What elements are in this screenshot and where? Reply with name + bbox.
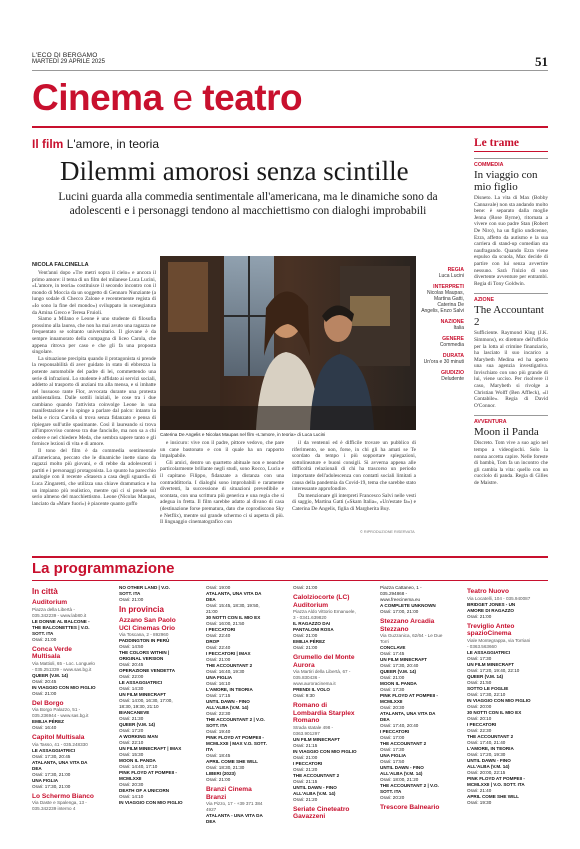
showtimes: Orari: 18:45 [206, 753, 231, 758]
showtimes: Orari: 16:40, 19:30 [206, 669, 245, 674]
cinema-name: Stezzano Arcadia Stezzano [380, 618, 435, 633]
section-amp: e [172, 77, 193, 118]
showtimes: Orari: 21:30 [119, 716, 144, 721]
listings-rule-2 [32, 580, 548, 581]
showtimes: Orari: 14:50 [119, 644, 144, 649]
sidebar-plots [474, 137, 548, 487]
cinema-name: Teatro Nuovo [467, 588, 510, 595]
film-title: ATALANTA, UNA VITA DA DEA [32, 759, 88, 771]
film-title: UNTIL DAWN - FINO ALL'ALBA (V.M. 14) [206, 699, 250, 710]
film-title: OPERAZIONE VENDETTA [119, 668, 176, 673]
plot-category: AVVENTURA [474, 415, 548, 425]
cinema-name: Calolziocorte (LC) Auditorium [293, 594, 350, 609]
plot-item [474, 293, 548, 409]
showtimes: Orari: 18:00, 21:20 [380, 777, 419, 782]
cinema-name: Auditorium [32, 599, 68, 606]
showtimes: Orari: 17:40, 21:40 [467, 739, 506, 745]
film-title: QUEER (V.M. 14) [119, 722, 156, 727]
film-title: I PECCATORI | IMAX [206, 651, 251, 656]
showtimes: Orari: 21:00 [293, 645, 318, 650]
film-title: PINK FLOYD AT POMPEII - MCMLXXII [119, 770, 177, 781]
page-number: 51 [535, 54, 548, 69]
showtimes: Orari: 17:20 [119, 728, 144, 733]
listings-column-5 [380, 585, 444, 812]
film-title: LIBERI (2023) [206, 771, 236, 776]
film-title: 30 NOTTI CON IL MIO EX [206, 615, 261, 620]
showtimes: Orari: 17:50 [380, 759, 405, 764]
showtimes: Orari: 9:30 [293, 693, 315, 698]
cinema-name: Romano di Lombardia Starplex Romano [293, 702, 355, 724]
cinema-address: Via Toscana, 2 - 892960 [119, 632, 169, 637]
plot-category: COMMEDIA [474, 158, 548, 168]
info-key: INTERPRETI [433, 284, 464, 290]
film-title: UN FILM MINECRAFT [293, 736, 340, 742]
paragraph: La situazione precipita quando il protagonista si prende la responsabilità di aver guidato in stato di ebbrezza la potente automobile del padre di lei, commettendo una serie di infrazioni. Lo studente è affidato ai servizi sociali, addetto al trasporto di anziani tra alla mensa, e si imbatte nel lussuoso rante Flor, avvocata durante una protesta ambientalista. Dalle sottili iniziali, le cose tra i due cambiano quando l'attivista coinvolge Leone in una manifestazione e lo spinge a parlare dal palco: intanto la bella e ricca Carolla si trova senza fidanzato e pensa di ripiegare sull'utile spasimante. Così il laureando si trova all'improvviso conteso tra due fanciulle, ma non sa a chi cedere e nel chiedere Meda, che sembra sapere tanto e gli fornisce lezioni di vita e di amore. [32, 355, 156, 448]
cinema-address: Via Borgo Palazzo, 51 - 035.236944 - www.sas.bg.it [32, 707, 89, 718]
showtimes: Orari: 15:45, 18:30, 19:50, 21:00 [206, 603, 260, 614]
cinema-address: Via Tasso, 41 - 035.248330 [32, 741, 88, 747]
showtimes: Orari: 17:15 [206, 693, 231, 698]
film-title: I PECCATORI [293, 760, 323, 766]
film-title: ATALANTA, UNA VITA DA DEA [380, 711, 436, 722]
film-title: L'AMORE, IN TEORIA [467, 745, 514, 751]
film-title: IL RAGAZZO DAI PANTALONI ROSA [293, 621, 334, 632]
film-info-box [420, 262, 464, 382]
film-title: L'AMORE, IN TEORIA [206, 687, 253, 692]
article-subhead: Lucini guarda alla commedia sentimentale all'americana, ma le dinamiche sono da adolescenti e i personaggi tendono al macchiettismo con dialoghi improbabili [58, 191, 438, 217]
paragraph: e insicuro: vive con il padre, pittore vedovo, che pare un cane bastonato e con il quale ha un rapporto impalpabile. [160, 440, 284, 460]
showtimes: Orari: 20:20 [380, 795, 405, 800]
showtimes: Orari: 17:20, 19:40, 22:10 [467, 667, 520, 673]
paragraph: il da ventenni ed è difficile trovare un pubblico di riferimento, se non, forse, in chi gli ha amati se Te scordato da tempo i più sopportare spiegazioni, sottolineature e buoni consigli. Si avverna appena alle difficoltà relazionali di chi ha trascorso un periodo importante dell'adolescenza con contatti sociali limitati a causa della pandemia da Covid-19, tema che sarebbe stato interessante approfondire. [292, 440, 416, 493]
showtimes: Orari: 21:15 [293, 778, 318, 784]
showtimes: Orari: 20:45 [119, 662, 144, 667]
showtimes: Orari: 22:00 [119, 674, 144, 679]
showtimes: Orari: 18:30, 21:30 [206, 765, 245, 770]
film-title: QUEER (V.M. 14) [467, 673, 504, 679]
film-title: ATALANTA - UNA VITA DA DEA [206, 813, 263, 824]
showtimes: Orari: 20:10 [467, 715, 492, 721]
film-title: APRIL COME SHE WILL [467, 793, 519, 799]
showtimes: Orari: 21:15 [293, 742, 318, 748]
showtimes: Orari: 21:00 [119, 597, 144, 602]
info-value: Luca Lucini [438, 273, 464, 279]
film-title: NO OTHER LAND | V.O. SOTT. ITA [119, 585, 170, 596]
film-title: EMILIA PÉREZ [32, 719, 64, 724]
film-title: UNA FIGLIA [32, 777, 59, 783]
info-value: Un'ora e 30 minuti [423, 359, 464, 365]
film-title: SOTTO LE FOGLIE [467, 685, 509, 691]
masthead [32, 52, 105, 66]
showtimes: Orari: 17:20, 19:30 [467, 751, 506, 757]
showtimes: Orari: 17:45 [380, 651, 405, 656]
showtimes: Orari: 19:40 [206, 729, 231, 734]
film-title: BRIDGET JONES - UN AMORE DI RAGAZZO [467, 601, 516, 613]
plot-title: In viaggio con mio figlio [474, 169, 538, 193]
showtimes: Orari: 21:20 [293, 796, 318, 802]
showtimes: Orari: 16:10 [206, 681, 231, 686]
showtimes: Orari: 22:30 [206, 711, 231, 716]
showtimes: Orari: 17:30 [467, 655, 492, 661]
plot-title: The Accountant 2 [474, 304, 544, 329]
film-still-photo [160, 256, 416, 430]
film-title: A COMPLETE UNKNOWN [380, 603, 436, 608]
film-title: UNA FIGLIA [380, 753, 407, 758]
film-title: UN FILM MINECRAFT [119, 692, 166, 697]
info-key: GENERE [442, 336, 464, 342]
cinema-address: Viale Montegrappa, via Torriani - 0363.563660 [467, 637, 531, 649]
showtimes: Orari: 17:00 [380, 735, 405, 740]
film-title: PINK FLOYD AT POMPEII - MCMLXXII | MAX V.O. SOTT. ITA [206, 735, 267, 752]
article-column-1 [32, 270, 156, 507]
sidebar-title: Le trame [474, 137, 548, 152]
film-title: PINK FLOYD AT POMPEII - MCMLXXII [380, 693, 438, 704]
cinema-name: Grumello del Monte Aurora [293, 654, 355, 669]
film-title: IN VIAGGIO CON MIO FIGLIO [32, 684, 96, 690]
film-title: PRENDI IL VOLO [293, 687, 330, 692]
plot-text: Disneto. La vita di Max (Bobby Cannavale) non sta andando molto bene: è separato dalla moglie Jenna (Rose Byrne), ritornata a vivere con suo padre Stan (Robert De Niro), ha un figlio undicenne, Ezra, affetto da autismo e la sua carriera di stand-up comedian sta naufragando. Quando Ezra viene espulso da scuola, Max decide di partire con lui senza avvertire nessuno. Sarà l'inizio di uno divertente avventure per entrambi. Regia di Tony Goldwin. [474, 195, 548, 287]
film-title: DROP [206, 639, 220, 644]
film-title: THE ACCOUNTANT 2 [380, 741, 427, 746]
photo-caption [160, 432, 416, 437]
info-value: Nicolas Maupas, Martina Gatti, Caterina De Angelis, Enzo Salvi [421, 290, 464, 314]
paper-name: L'ECO DI BERGAMO [32, 52, 98, 59]
film-title: BIANCANEVE [119, 710, 150, 715]
showtimes: Orari: 19:30 [467, 799, 492, 805]
listings-column-4 [293, 585, 357, 821]
film-title: LE ASSAGGIATRICI [32, 747, 76, 753]
showtimes: Orari: 21:20 [293, 766, 318, 772]
cinema-address: Via Daste e Spalenga, 13 - 035.342239 interno 4 [32, 800, 87, 811]
cinema-address: Strada statale 498 - 0363.901297 [293, 724, 334, 736]
cinema-name: Capitol Multisala [32, 734, 85, 741]
showtimes: Orari: 20:00 [467, 703, 492, 709]
film-title: I PECCATORI [467, 721, 497, 727]
film-title: QUEER (V.M. 14) [380, 669, 417, 674]
film-title: MOON IL PANDA [119, 758, 156, 763]
cinema-name: Seriate Cineteatro Gavazzeni [293, 805, 350, 820]
listings-column-1 [32, 585, 96, 812]
film-title: APRIL COME SHE WILL [206, 759, 258, 764]
showtimes: Orari: 22:40 [206, 645, 231, 650]
film-title: LE DONNE AL BALCONE - THE BALCONETTES | V.O. SOTT. ITA [32, 618, 90, 636]
article-kicker [32, 137, 159, 151]
film-title: LE ASSAGGIATRICI [467, 649, 511, 655]
listings-column-6 [467, 585, 531, 806]
showtimes: Orari: 17:30, 20:40 [380, 663, 419, 668]
film-title: IN VIAGGIO CON MIO FIGLIO [119, 800, 183, 805]
cinema-address: Piazza Aldo Vittorio Emanuele, 3 - 0341.639820 [293, 609, 356, 620]
article-headline: Dilemmi amorosi senza scintille [60, 156, 409, 186]
film-title: PINK FLOYD AT POMPEII - MCMLXXII | V.O. SOTT. ITA [467, 775, 525, 787]
film-title: THE ACCOUNTANT 2 [293, 772, 340, 778]
plot-item [474, 415, 548, 486]
film-title: IN VIAGGIO CON MIO FIGLIO [293, 748, 357, 754]
section-word-1: Cinema [32, 77, 163, 118]
listings-area-heading: In città [32, 587, 58, 596]
caption-text: Caterina De Angelis e Nicolas Maupas nel film «L'amore, in teoria» [160, 432, 296, 437]
cinema-name: Trescore Balneario [380, 804, 440, 811]
showtimes: Orari: 20:45 [32, 678, 57, 684]
kicker-text: L'amore, in teoria [66, 137, 160, 151]
showtimes: Orari: 21:00 [293, 633, 318, 638]
showtimes: Orari: 17:30, 21:00 [32, 771, 71, 777]
film-title: MOON IL PANDA [380, 681, 417, 686]
film-title: I PECCATORI [206, 627, 236, 632]
showtimes: Piazza Cattaneo, 1 - 035.294868 - www.freecinema.eu [380, 585, 422, 602]
showtimes: Orari: 21:00 [293, 754, 318, 760]
showtimes: Orari: 21:00 [293, 585, 318, 590]
showtimes: Orari: 22:10 [119, 740, 144, 745]
showtimes: Orari: 17:30 [380, 687, 405, 692]
showtimes: Orari: 17:00, 21:00 [380, 609, 419, 614]
showtimes: Orari: 21:00 [206, 777, 231, 782]
copyright-note: © RIPRODUZIONE RISERVATA [360, 530, 415, 534]
film-title: UNTIL DAWN - FINO ALL'ALBA (V.M. 14) [467, 757, 511, 769]
film-title: IN VIAGGIO CON MIO FIGLIO [467, 697, 531, 703]
info-value: Italia [453, 325, 464, 331]
showtimes: Orari: 21:00 [32, 690, 57, 696]
film-title: QUEER (V.M. 14) [32, 672, 69, 678]
listings-title: La programmazione [32, 560, 175, 577]
listings-area-heading: In provincia [119, 605, 164, 614]
info-value: Deludente [441, 376, 464, 382]
showtimes: Orari: 21:00 [380, 675, 405, 680]
cinema-address: Piazza della Libertà - 035.342239 - www.lab80.it [32, 606, 87, 618]
film-title: ATALANTA, UNA VITA DA DEA [206, 591, 262, 602]
info-key: REGIA [447, 267, 464, 273]
showtimes: Orari: 14:10 [119, 794, 144, 799]
plot-item [474, 158, 548, 287]
film-title: THE ACCOUNTANT 2 [467, 733, 514, 739]
film-title: UNA FIGLIA [206, 675, 233, 680]
showtimes: Orari: 14:30 [119, 686, 144, 691]
showtimes: Orari: 21:40 [467, 787, 492, 793]
film-title: PADDINGTON IN PERÙ [119, 638, 170, 643]
film-title: LE ASSAGGIATRICI [119, 680, 163, 685]
film-title: UN FILM MINECRAFT | IMAX [119, 746, 182, 751]
showtimes: Orari: 14:00, 16:30, 17:00, 18:30, 19:30, 21:10 [119, 698, 173, 709]
showtimes: Orari: 19:00 [206, 585, 231, 590]
paragraph: Gli amici, dentro un quartetto abituale non e neanche particolarmente brillante negli studi, sono Rocco, Lucia e il capitano Filippo, fidanzate a distanza con una contraddittoria. I dialoghi sono improbabili e raramente divertenti, la successione di situazioni prevedibile e scontata, con una scrittura più generica e una regia che si adegua in fretta. Il film sarebbe adatto al divano di casa (destinazione forse prematura, dato che coprodiscono Sky e Netflix), mentre sul grande schermo ci si aspetta di più. Il linguaggio cinematografico con [160, 459, 284, 526]
film-title: 30 NOTTI CON IL MIO EX [467, 709, 522, 715]
showtimes: Orari: 22:40 [206, 633, 231, 638]
cinema-name: Branzi Cinema Branzi [206, 786, 252, 801]
showtimes: Orari: 17:40, 20:40 [380, 723, 419, 728]
showtimes: Orari: 21:00 [206, 657, 231, 662]
cinema-address: Via Martiri della Libertà, 67 - 035.830436 - www.auroracinema.it [293, 669, 351, 686]
cinema-name: Lo Schermo Bianco [32, 792, 94, 800]
info-key: NAZIONE [440, 319, 464, 325]
showtimes: Orari: 17:30, 22:10 [467, 691, 506, 697]
info-key: DURATA [442, 353, 464, 359]
kicker-label: Il film [32, 137, 64, 151]
cinema-address: Via Mattioli, 65 - Loc. Longuelo - 035.251339 - www.sas.bg.it [32, 660, 95, 672]
issue-date: MARTEDÌ 29 APRILE 2025 [32, 59, 105, 65]
info-key: GIUDIZIO [440, 370, 464, 376]
film-title: UNTIL DAWN - FINO ALL'ALBA (V.M. 14) [380, 765, 424, 776]
film-title: EMILIA PÉREZ [293, 639, 325, 644]
showtimes: Orari: 21:00 [467, 613, 492, 619]
film-title: THE ACCOUNTANT 2 | V.O. SOTT. ITA [206, 717, 265, 728]
plot-text: Sufficiente. Raymond King (J.K. Simmons), ex direttore dell'ufficio per la lotta al crimine finanziario, ha lasciato il suo incarico a Marybeth Medina ed ha aperto una sua agenzia investigativa. Invischiato con uno più grande di lui, viene ucciso. Per risolvere il caso, Marybeth si rivolge a Christian Wolff (Ben Affleck), «il Contabile». Regia di David O'Connor. [474, 330, 548, 409]
paragraph: Da menzionare gli interpreti Francesco Salvi nelle vesti di saggio, Martina Gatti («Skam Italia», «Un'estate fa») e Caterina De Angelis, figlia di Margherita Buy. [292, 492, 416, 512]
showtimes: Orari: 17:30, 20:45 [32, 753, 71, 759]
film-title: CONCLAVE [380, 645, 406, 650]
showtimes: Orari: 14:40, 17:10 [119, 764, 158, 769]
showtimes: Orari: 20:00, 22:15 [467, 769, 506, 775]
showtimes: Orari: 22:30 [467, 727, 492, 733]
film-title: THE ACCOUNTANT 2 | V.O. SOTT. ITA [380, 783, 439, 794]
showtimes: Orari: 20:30 [380, 705, 405, 710]
cinema-name: Conca Verde Multisala [32, 645, 72, 660]
section-title [32, 78, 302, 118]
showtimes: Orari: 21:00 [32, 636, 57, 642]
film-title: A WORKING MAN [119, 734, 158, 739]
cinema-name: Treviglio Anteo spazioCinema [467, 622, 515, 637]
cinema-name: Del Borgo [32, 699, 64, 707]
article-column-3 [292, 440, 416, 513]
film-title: I PECCATORI [380, 729, 410, 734]
film-title: THE ACCOUNTANT 2 [206, 663, 253, 668]
plot-category: AZIONE [474, 293, 548, 303]
showtimes: Orari: 16:00, 21:50 [206, 621, 245, 626]
article-column-2 [160, 440, 284, 526]
header-rule [32, 70, 548, 71]
caption-credit: di Luca Lucini [297, 432, 326, 437]
showtimes: Orari: 21:50 [467, 679, 492, 685]
plot-text: Discreto. Tom vive a suo agio nel tempo a videogiochi. Solo la nonna accetta capire. Nelle foreste di bambù, Tom fa un incontro che gli cambia la vita: quello con un cucciolo di panda. Regia di Gilles de Maistre. [474, 440, 548, 486]
paragraph: Siamo a Milano e Leone è uno studente di filosofia prossimo alla laurea, che non ha mai avuto una ragazza ne frequentato se soltanto universitario. Il giovane è da sempre innamorato della compagna di liceo Carola, che appena ritrova per caso e che gli fa una proposta singolare. [32, 316, 156, 356]
listings-rule [32, 556, 548, 558]
film-title: UN FILM MINECRAFT [467, 661, 514, 667]
showtimes: Orari: 17:30, 21:00 [32, 783, 71, 789]
film-title: UNTIL DAWN - FINO ALL'ALBA (V.M. 14) [293, 784, 337, 796]
section-rule [32, 126, 548, 128]
cinema-name: Azzano San Paolo UCI Cinemas Orio [119, 617, 176, 632]
section-word-2: teatro [202, 77, 303, 118]
showtimes: Orari: 20:30 [119, 782, 144, 787]
film-title: UN FILM MINECRAFT [380, 657, 427, 662]
showtimes: Orari: 16:40 [32, 725, 57, 730]
listings-column-3 [206, 585, 270, 825]
showtimes: Orari: 15:30 [119, 752, 144, 757]
article-byline: NICOLA FALCINELLA [32, 262, 89, 268]
showtimes: Orari: 17:30 [380, 747, 405, 752]
cinema-address: Via Pizzo, 17 - +39 371 384 4927 [206, 801, 263, 812]
paragraph: Vent'anni dopo «Tre metri sopra il cielo» e ancora il primo amore: il tema di un film del milanese Luca Lucini, «L'amore, in teoria» costituisce il secondo incontro con il mondo di Moccia da un soggetto di Gennaro Nunziante (a lungo sodale di Checco Zalone e recentemente regista di «Io sono la fine del mondo») sviluppato in scenegiatura da Amina Greco e Teresa Fruioli. [32, 270, 156, 316]
film-title: THE COLORS WITHIN | ORIGINAL VERSION [119, 650, 170, 661]
plot-title: Moon il Panda [474, 426, 539, 439]
paragraph: Il tono del film è da commedia sentimentale all'americana, peccato che le dinamiche inette siano da ragazzi molto più giovani, e di rebbe da adolescenti i partiti e i personaggi protagonista. Lo spunto ha parecchio analogie con il recente «Stasera a casa degli sguardi» di Luca Zingaretti, che utilizza una chiave drammatica e ha un impianto più realistico, mentre qui ci si prende sul serio almeno del macchiettismo. Leone (Nicolas Maupas, lanciato da «Mare fuori») è piacente quanto goffo [32, 448, 156, 507]
info-value: Commedia [439, 342, 464, 348]
cinema-address: Via Locatelli, 104 - 035.940087 [467, 595, 531, 601]
cinema-address: Via Guzzanica, 62/64 - Le Due Torri [380, 633, 443, 644]
listings-column-2 [119, 585, 183, 806]
film-title: DEATH OF A UNICORN [119, 788, 170, 793]
